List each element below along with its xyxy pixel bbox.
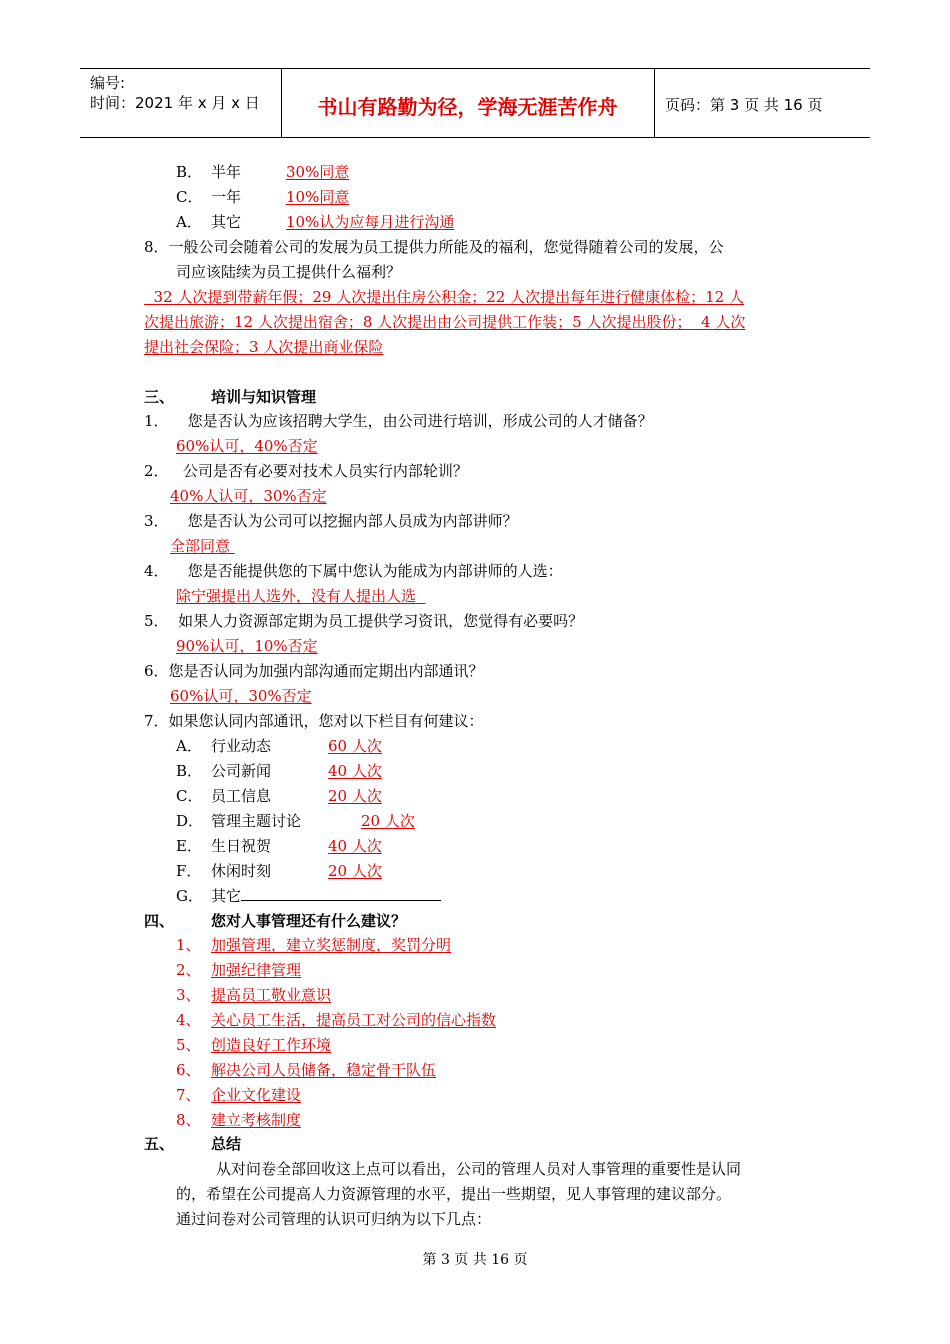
summary-paragraph: 从对问卷全部回收这上点可以看出，公司的管理人员对人事管理的重要性是认同 bbox=[216, 1160, 742, 1178]
answer: 40 人次 bbox=[328, 762, 382, 780]
option-row: E． 生日祝贺 40 人次 bbox=[176, 837, 382, 855]
answer: 40%人认可，30%否定 bbox=[170, 487, 327, 505]
suggestion-item: 2、 加强纪律管理 bbox=[176, 961, 302, 979]
option-row: A． 其它 10%认为应每月进行沟通 bbox=[176, 213, 455, 231]
answer: 60 人次 bbox=[328, 737, 382, 755]
question: 7．如果您认同内部通讯，您对以下栏目有何建议： bbox=[144, 712, 484, 730]
blank-line bbox=[241, 886, 441, 901]
question: 1． 您是否认为应该招聘大学生，由公司进行培训，形成公司的人才储备？ bbox=[144, 412, 653, 430]
answer: 90%认可，10%否定 bbox=[176, 637, 318, 655]
suggestion-item: 7、 企业文化建设 bbox=[176, 1086, 302, 1104]
answer: 20 人次 bbox=[361, 812, 415, 830]
section-4-heading: 四、 您对人事管理还有什么建议？ bbox=[144, 912, 407, 930]
suggestion-item: 5、 创造良好工作环境 bbox=[176, 1036, 332, 1054]
section-3-heading: 三、 培训与知识管理 bbox=[144, 388, 317, 406]
suggestion-item: 3、 提高员工敬业意识 bbox=[176, 986, 332, 1004]
answer: 20 人次 bbox=[328, 862, 382, 880]
answer-8-line3: 提出社会保险；3 人次提出商业保险 bbox=[144, 338, 384, 356]
summary-paragraph: 通过问卷对公司管理的认识可归纳为以下几点： bbox=[176, 1210, 492, 1228]
option-row: B． 半年 30%同意 bbox=[176, 163, 350, 181]
page-header bbox=[80, 68, 870, 138]
suggestion-item: 1、 加强管理，建立奖惩制度，奖罚分明 bbox=[176, 936, 452, 954]
answer: 20 人次 bbox=[328, 787, 382, 805]
header-number: 编号: bbox=[90, 74, 126, 92]
option-row: C． 一年 10%同意 bbox=[176, 188, 350, 206]
option-row: B． 公司新闻 40 人次 bbox=[176, 762, 382, 780]
answer: 除宁强提出人选外，没有人提出人选 bbox=[176, 587, 426, 605]
suggestion-item: 8、 建立考核制度 bbox=[176, 1111, 302, 1129]
question: 5． 如果人力资源部定期为员工提供学习资讯，您觉得有必要吗？ bbox=[144, 612, 584, 630]
question-8-line2: 司应该陆续为员工提供什么福利？ bbox=[176, 263, 402, 281]
question: 2． 公司是否有必要对技术人员实行内部轮训？ bbox=[144, 462, 468, 480]
answer-8-line2: 次提出旅游；12 人次提出宿舍；8 人次提出由公司提供工作装；5 人次提出股份； 4 人次 bbox=[144, 313, 746, 331]
answer: 10%同意 bbox=[286, 188, 350, 206]
answer: 10%认为应每月进行沟通 bbox=[286, 213, 455, 231]
answer: 60%认可，40%否定 bbox=[176, 437, 318, 455]
answer-8-line1: 32 人次提到带薪年假；29 人次提出住房公积金；22 人次提出每年进行健康体检；12 人 bbox=[144, 288, 744, 306]
option-row: D． 管理主题讨论 20 人次 bbox=[176, 812, 415, 830]
suggestion-item: 4、 关心员工生活，提高员工对公司的信心指数 bbox=[176, 1011, 497, 1029]
option-row: C． 员工信息 20 人次 bbox=[176, 787, 382, 805]
header-motto: 书山有路勤为径，学海无涯苦作舟 bbox=[317, 95, 618, 119]
question: 4． 您是否能提供您的下属中您认为能成为内部讲师的人选： bbox=[144, 562, 563, 580]
suggestion-item: 6、 解决公司人员储备，稳定骨干队伍 bbox=[176, 1061, 437, 1079]
section-5-heading: 五、 总结 bbox=[144, 1135, 242, 1153]
header-date: 时间：2021 年 x 月 x 日 bbox=[90, 94, 260, 112]
header-meta bbox=[90, 73, 260, 113]
answer: 全部同意 bbox=[170, 537, 235, 555]
header-divider bbox=[654, 69, 655, 137]
option-row: G． 其它 bbox=[176, 886, 203, 906]
page-footer: 第 3 页 共 16 页 bbox=[422, 1252, 528, 1268]
question: 3． 您是否认为公司可以挖掘内部人员成为内部讲师？ bbox=[144, 512, 518, 530]
question-8-line1: 8．一般公司会随着公司的发展为员工提供力所能及的福利，您觉得随着公司的发展，公 bbox=[144, 238, 724, 256]
option-row: F． 休闲时刻 20 人次 bbox=[176, 862, 382, 880]
answer: 60%认可，30%否定 bbox=[170, 687, 312, 705]
summary-paragraph: 的，希望在公司提高人力资源管理的水平，提出一些期望，见人事管理的建议部分。 bbox=[176, 1185, 732, 1203]
header-page-info: 页码：第 3 页 共 16 页 bbox=[665, 96, 823, 114]
option-row: A． 行业动态 60 人次 bbox=[176, 737, 382, 755]
answer: 40 人次 bbox=[328, 837, 382, 855]
question: 6．您是否认同为加强内部沟通而定期出内部通讯？ bbox=[144, 662, 484, 680]
answer: 30%同意 bbox=[286, 163, 350, 181]
